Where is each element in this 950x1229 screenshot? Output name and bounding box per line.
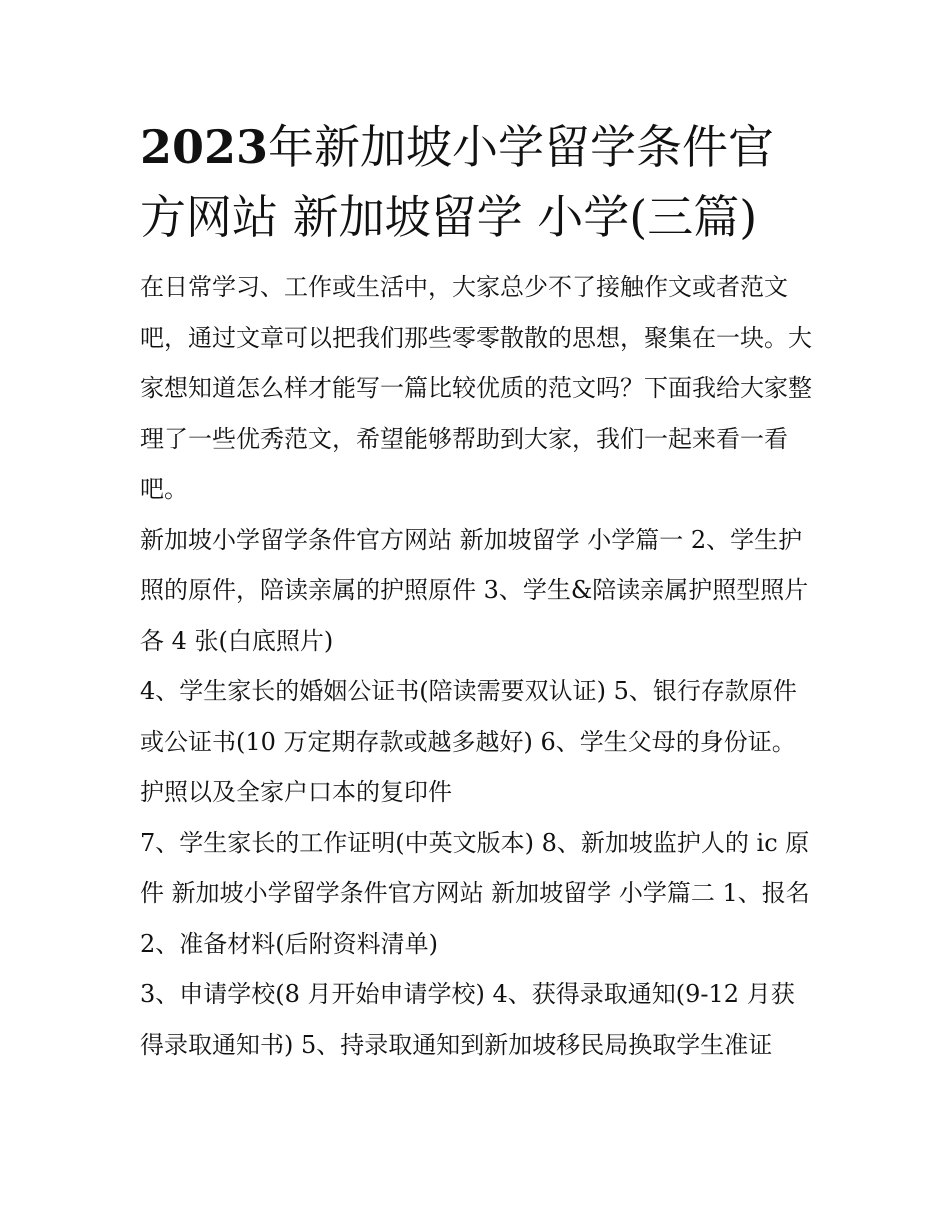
body-paragraph: 7、学生家长的工作证明(中英文版本) 8、新加坡监护人的 ic 原件 新加坡小学留学条件官方网站 新加坡留学 小学篇二 1、报名 2、准备材料(后附资料清单) — [140, 828, 810, 958]
document-content — [140, 112, 815, 1070]
intro-paragraph: 在日常学习、工作或生活中，大家总少不了接触作文或者范文吧，通过文章可以把我们那些零零散散的思想，聚集在一块。大家想知道怎么样才能写一篇比较优质的范文吗？下面我给大家整理了一些优秀范文，希望能够帮助到大家，我们一起来看一看吧。 — [140, 273, 812, 503]
title-text: 年新加坡小学留学条件官方网站 新加坡留学 小学(三篇) — [140, 120, 775, 244]
title-year: 2023 — [140, 120, 269, 174]
document-title — [140, 112, 815, 252]
document-body — [140, 262, 815, 1070]
body-paragraph: 4、学生家长的婚姻公证书(陪读需要双认证) 5、银行存款原件或公证书(10 万定期存款或越多越好) 6、学生父母的身份证。护照以及全家户口本的复印件 — [140, 677, 797, 806]
body-paragraph: 新加坡小学留学条件官方网站 新加坡留学 小学篇一 2、学生护照的原件，陪读亲属的护照原件 3、学生&陪读亲属护照型照片各 4 张(白底照片) — [140, 525, 809, 655]
body-paragraph: 3、申请学校(8 月开始申请学校) 4、获得录取通知(9-12 月获得录取通知书) 5、持录取通知到新加坡移民局换取学生准证 — [140, 980, 795, 1059]
